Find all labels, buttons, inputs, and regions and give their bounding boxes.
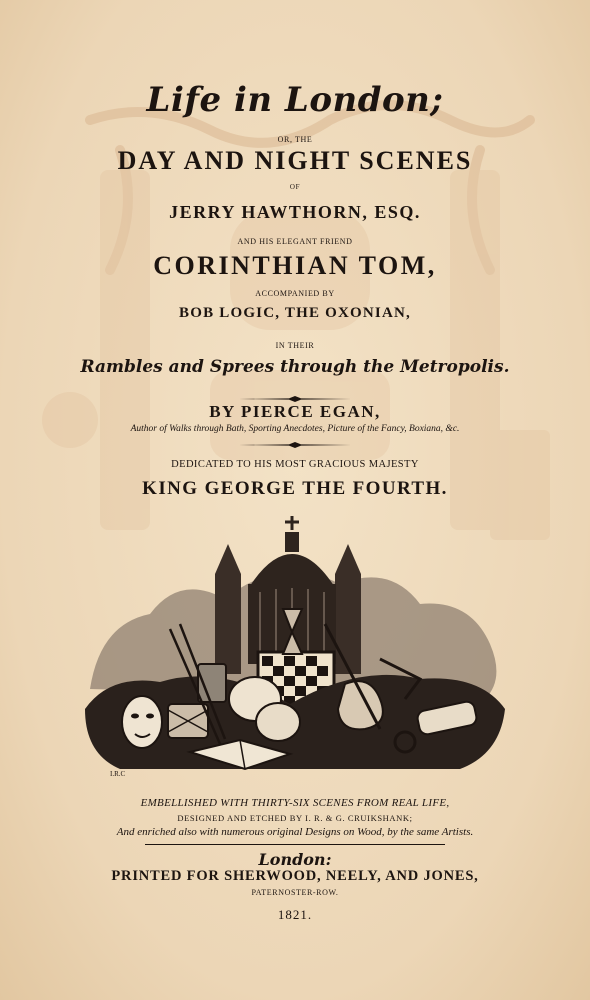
designed-etched-line: DESIGNED AND ETCHED BY I. R. & G. CRUIKSHANK; [177, 813, 413, 823]
publication-year: 1821. [277, 907, 313, 922]
subtitle-in-their: IN THEIR [275, 341, 315, 350]
embellished-line: EMBELLISHED WITH THIRTY-SIX SCENES FROM REAL LIFE, [140, 797, 450, 809]
character-jerry-hawthorn: JERRY HAWTHORN, ESQ. [169, 202, 421, 222]
dedicatee-king: KING GEORGE THE FOURTH. [142, 478, 448, 499]
subtitle-accompanied-by: ACCOMPANIED BY [255, 289, 335, 298]
engraver-mark: I.R.C [110, 770, 126, 778]
author-works: Author of Walks through Bath, Sporting Anecdotes, Picture of the Fancy, Boxiana, &c. [130, 424, 460, 434]
ornamental-rule [0, 843, 590, 846]
character-corinthian-tom: CORINTHIAN TOM, [153, 251, 437, 280]
st-pauls-trophy-vignette-icon [80, 514, 510, 786]
book-title: Life in London; [146, 80, 444, 120]
subtitle-rambles: Rambles and Sprees through the Metropolis. [80, 357, 510, 377]
subtitle-connector: OR, THE [277, 135, 313, 144]
subtitle-of: OF [289, 183, 301, 191]
printer-line: PRINTED FOR SHERWOOD, NEELY, AND JONES, [111, 868, 479, 884]
dedication-line: DEDICATED TO HIS MOST GRACIOUS MAJESTY [171, 459, 419, 470]
character-bob-logic: BOB LOGIC, THE OXONIAN, [179, 305, 411, 321]
subtitle-elegant-friend: AND HIS ELEGANT FRIEND [237, 237, 353, 246]
ornamental-rule [0, 442, 590, 448]
imprint-city: London: [258, 850, 332, 869]
enriched-line: And enriched also with numerous original Designs on Wood, by the same Artists. [116, 826, 474, 838]
printer-address: PATERNOSTER-ROW. [251, 888, 339, 897]
subtitle-day-night-scenes: DAY AND NIGHT SCENES [117, 146, 473, 175]
author-byline: BY PIERCE EGAN, [209, 402, 381, 421]
